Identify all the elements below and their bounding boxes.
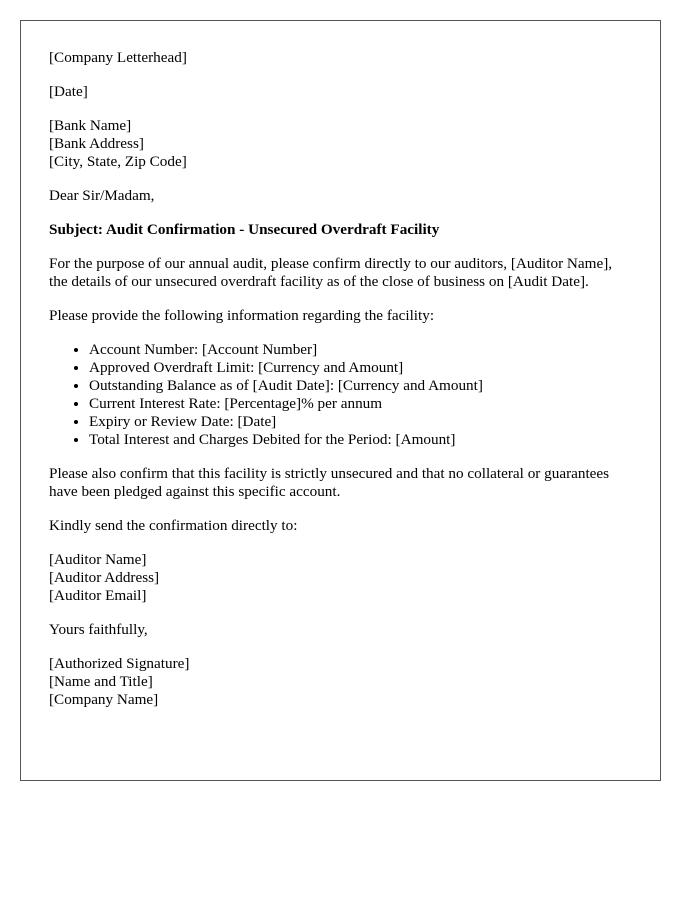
intro-paragraph: For the purpose of our annual audit, please confirm directly to our auditors, [Auditor Name], the details of our unsecured overdraft facility as of the close of business on [Audit Date].	[49, 255, 616, 290]
bank-city-state-zip: [City, State, Zip Code]	[49, 153, 187, 170]
list-item-outstanding-balance: • Outstanding Balance as of [Audit Date]: [Currency and Amount]	[89, 377, 632, 395]
authorized-signature: [Authorized Signature]	[49, 655, 190, 672]
request-paragraph: Please provide the following information regarding the facility:	[49, 307, 435, 324]
subject-line: Subject: Audit Confirmation - Unsecured Overdraft Facility	[49, 221, 440, 238]
recipient-address-block	[49, 117, 632, 171]
auditor-address-block	[49, 551, 632, 605]
salutation: Dear Sir/Madam,	[49, 187, 155, 204]
signer-name-title: [Name and Title]	[49, 673, 153, 690]
list-item-account-number: • Account Number: [Account Number]	[89, 341, 632, 359]
letter-date: [Date]	[49, 83, 88, 100]
auditor-email: [Auditor Email]	[49, 587, 147, 604]
bank-name: [Bank Name]	[49, 117, 132, 134]
list-item-overdraft-limit: • Approved Overdraft Limit: [Currency and Amount]	[89, 359, 632, 377]
signature-block	[49, 655, 632, 709]
closing: Yours faithfully,	[49, 621, 148, 638]
list-item-interest-charges: • Total Interest and Charges Debited for the Period: [Amount]	[89, 431, 632, 449]
auditor-name: [Auditor Name]	[49, 551, 147, 568]
unsecured-confirmation-paragraph: Please also confirm that this facility is strictly unsecured and that no collateral or guarantees have been pledged against this specific account.	[49, 465, 613, 500]
list-item-expiry-date: • Expiry or Review Date: [Date]	[89, 413, 632, 431]
company-name: [Company Name]	[49, 691, 159, 708]
auditor-address: [Auditor Address]	[49, 569, 160, 586]
list-item-interest-rate: • Current Interest Rate: [Percentage]% per annum	[89, 395, 632, 413]
send-to-paragraph: Kindly send the confirmation directly to:	[49, 517, 298, 534]
facility-info-list	[49, 341, 632, 449]
letter-document	[20, 20, 661, 781]
company-letterhead: [Company Letterhead]	[49, 49, 187, 66]
bank-address: [Bank Address]	[49, 135, 144, 152]
